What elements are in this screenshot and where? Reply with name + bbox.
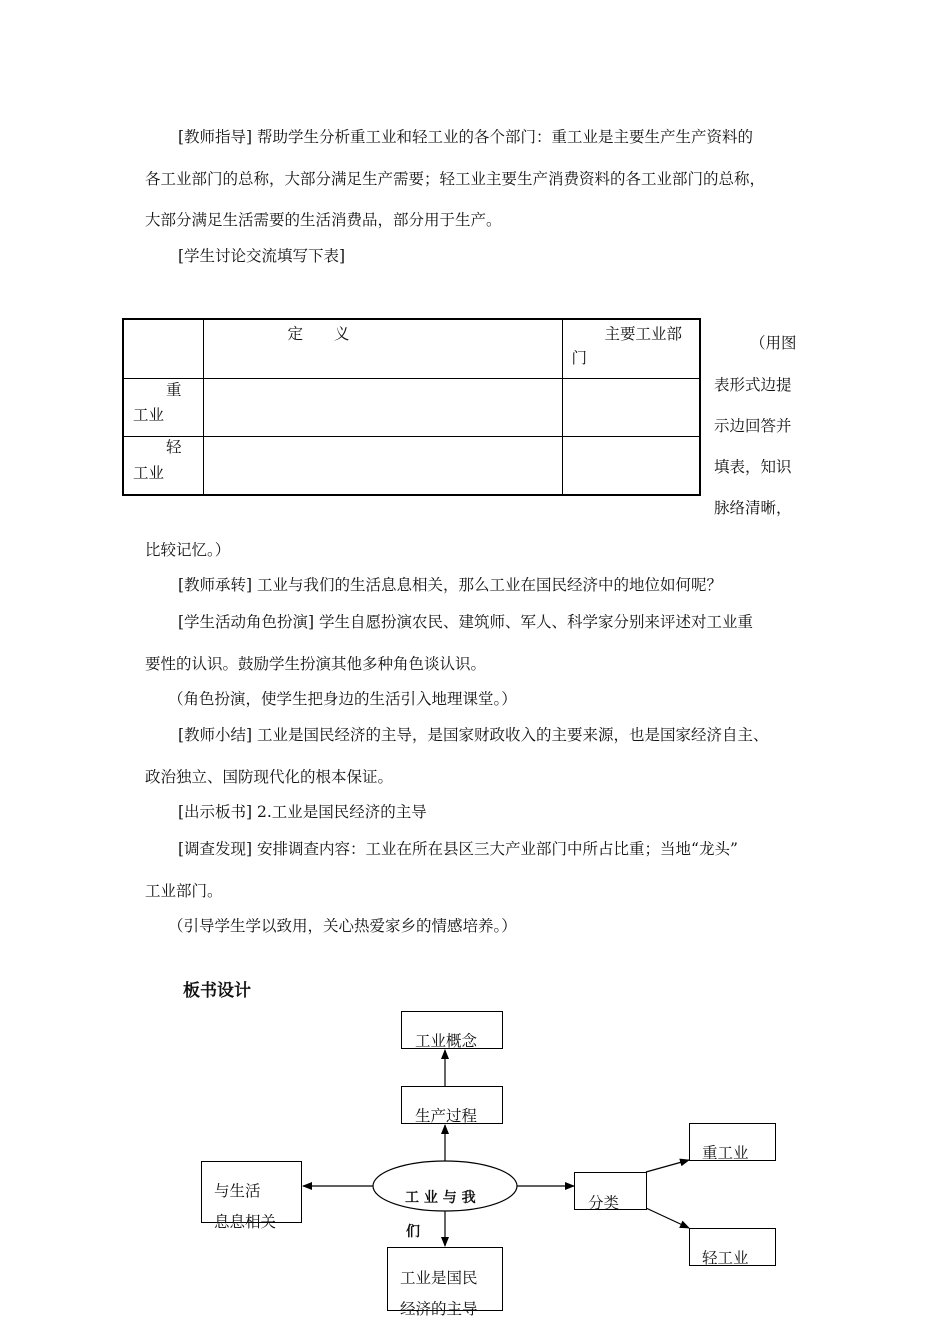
classify-label: 分类: [588, 1194, 620, 1212]
process-box: [401, 1086, 503, 1124]
heavy-industry-label: 重工业: [702, 1144, 749, 1162]
table-row-heavy-label-line1: 重: [166, 380, 182, 399]
paragraph-teacher-summary-line2: 政治独立、国防现代化的根本保证。: [145, 768, 394, 786]
paragraph-investigation-line1: [调查发现] 安排调查内容：工业在所在县区三大产业部门中所占比重；当地“龙头”: [178, 840, 738, 858]
side-note-line5: 脉络清晰，: [714, 499, 792, 517]
table-row-light-label-line1: 轻: [166, 437, 182, 456]
arrow-to-heavy: [646, 1160, 689, 1172]
paragraph-application-note: （引导学生学以致用，关心热爱家乡的情感培养。）: [168, 917, 517, 935]
paragraph-board-display: [出示板书] 2.工业是国民经济的主导: [178, 803, 427, 821]
arrow-to-light: [646, 1208, 689, 1228]
light-industry-box: [689, 1228, 776, 1266]
paragraph-teacher-guide-line2: 各工业部门的总称，大部分满足生产需要；轻工业主要生产消费资料的各工业部门的总称，: [145, 170, 766, 188]
table-header-definition-text: 定 义: [287, 325, 350, 343]
life-label-line1: 与生活: [214, 1182, 261, 1200]
paragraph-teacher-transition: [教师承转] 工业与我们的生活息息相关，那么工业在国民经济中的地位如何呢？: [178, 576, 723, 594]
paragraph-role-play-line1: [学生活动角色扮演] 学生自愿扮演农民、建筑师、军人、科学家分别来评述对工业重: [178, 613, 754, 631]
table-header-departments-line2: 门: [571, 349, 588, 367]
economy-box: [387, 1247, 503, 1318]
side-note-line3: 示边回答并: [714, 417, 792, 435]
concept-label: 工业概念: [415, 1032, 478, 1050]
side-note-line4: 填表，知识: [714, 458, 792, 476]
economy-label-line2: 经济的主导: [400, 1300, 478, 1318]
concept-box: [401, 1011, 503, 1049]
table-row-heavy-label-line2: 工业: [133, 405, 165, 424]
center-label-line2: 们: [406, 1224, 420, 1240]
paragraph-role-play-note: （角色扮演，使学生把身边的生活引入地理课堂。）: [168, 690, 517, 708]
economy-label-line1: 工业是国民: [400, 1269, 478, 1287]
board-design-heading: 板书设计: [183, 981, 251, 1001]
light-industry-label: 轻工业: [702, 1249, 749, 1267]
classify-box: [574, 1172, 647, 1210]
paragraph-teacher-guide-line1: [教师指导] 帮助学生分析重工业和轻工业的各个部门：重工业是主要生产生产资料的: [178, 128, 754, 146]
paragraph-student-discussion: [学生讨论交流填写下表]: [178, 247, 346, 265]
heavy-industry-box: [689, 1123, 776, 1161]
process-label: 生产过程: [415, 1107, 478, 1125]
side-note-line1: （用图: [750, 334, 797, 352]
paragraph-role-play-line2: 要性的认识。鼓励学生扮演其他多种角色谈认识。: [145, 655, 487, 673]
paragraph-teacher-summary-line1: [教师小结] 工业是国民经济的主导，是国家财政收入的主要来源，也是国家经济自主、: [178, 726, 769, 744]
side-note-line6: 比较记忆。）: [145, 541, 231, 559]
life-label-line2: 息息相关: [214, 1213, 277, 1231]
life-box: [201, 1161, 302, 1231]
paragraph-investigation-line2: 工业部门。: [145, 882, 223, 900]
side-note-line2: 表形式边提: [714, 376, 792, 394]
table-row-light-label-line2: 工业: [133, 463, 165, 482]
paragraph-teacher-guide-line3: 大部分满足生活需要的生活消费品，部分用于生产。: [145, 211, 502, 229]
center-label-line1: 工 业 与 我: [405, 1190, 476, 1206]
table-header-departments-line1: 主要工业部: [604, 325, 683, 343]
